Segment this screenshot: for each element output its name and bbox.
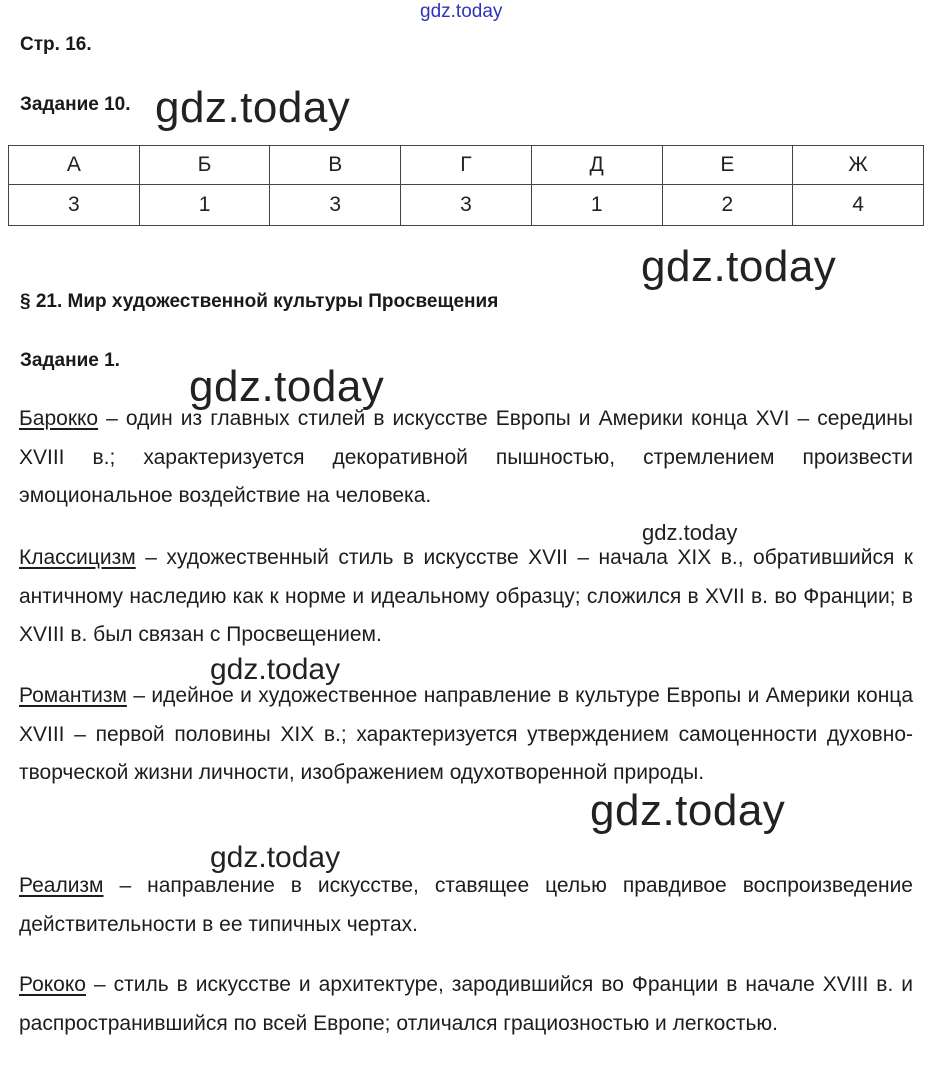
definition-term: Романтизм [19, 684, 127, 707]
watermark: gdz.today [189, 362, 385, 411]
task-1-title: Задание 1. [20, 350, 120, 371]
watermark: gdz.today [210, 841, 341, 874]
watermark: gdz.today [641, 242, 837, 291]
definition-classicism [19, 539, 913, 655]
table-header-cell: В [270, 146, 401, 185]
definition-term: Барокко [19, 407, 99, 430]
table-header-cell: Д [531, 146, 662, 185]
definition-text: – направление в искусстве, ставящее целью правдивое воспроизведение действительности в ее типичных чертах. [19, 874, 913, 936]
watermark: gdz.today [590, 786, 786, 835]
table-value-cell: 4 [793, 185, 924, 226]
task-10-title: Задание 10. [20, 94, 131, 115]
table-value-row [9, 185, 924, 226]
table-value-cell: 3 [270, 185, 401, 226]
section-title: § 21. Мир художественной культуры Просвещения [20, 291, 499, 312]
definition-text: – идейное и художественное направление в культуре Европы и Америки конца XVIII – первой половины XIX в.; характеризуется утверждением самоценности духовно-творческой жизни личности, изображением одухотворенной природы. [19, 684, 913, 784]
table-value-cell: 2 [662, 185, 793, 226]
definition-text: – один из главных стилей в искусстве Европы и Америки конца XVI – середины XVIII в.; характеризуется декоративной пышностью, стремлением произвести эмоциональное воздействие на человека. [19, 407, 913, 507]
table-header-cell: Б [139, 146, 270, 185]
table-value-cell: 3 [9, 185, 140, 226]
table-value-cell: 1 [531, 185, 662, 226]
definition-romanticism [19, 677, 913, 793]
table-header-row [9, 146, 924, 185]
definition-term: Рококо [19, 973, 86, 996]
definition-realism [19, 867, 913, 944]
table-value-cell: 3 [401, 185, 532, 226]
table-header-cell: Е [662, 146, 793, 185]
definition-term: Классицизм [19, 546, 136, 569]
table-header-cell: Г [401, 146, 532, 185]
definition-text: – стиль в искусстве и архитектуре, зародившийся во Франции в начале XVIII в. и распространившийся по всей Европе; отличался грациозностью и легкостью. [19, 973, 913, 1035]
definition-text: – художественный стиль в искусстве XVII – начала XIX в., обратившийся к античному наследию как к норме и идеальному образцу; сложился в XVII в. во Франции; в XVIII в. был связан с Просвещением. [19, 546, 913, 646]
definition-rococo [19, 966, 913, 1043]
definition-term: Реализм [19, 874, 104, 897]
watermark: gdz.today [210, 653, 341, 686]
answer-table [8, 145, 924, 226]
table-value-cell: 1 [139, 185, 270, 226]
table-header-cell: Ж [793, 146, 924, 185]
watermark: gdz.today [642, 520, 738, 545]
watermark-top: gdz.today [420, 1, 503, 22]
definition-baroque [19, 400, 913, 516]
page-ref: Стр. 16. [20, 34, 92, 55]
table-header-cell: А [9, 146, 140, 185]
watermark: gdz.today [155, 83, 351, 132]
